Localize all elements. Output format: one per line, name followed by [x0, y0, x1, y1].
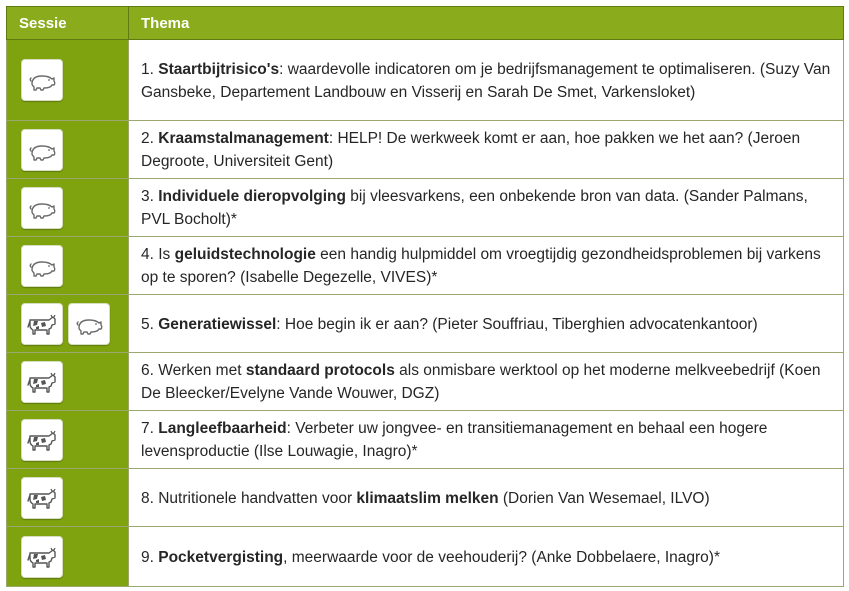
topic-keyword: geluidstechnologie	[174, 246, 316, 263]
table-row	[7, 411, 844, 469]
topic-number: 2.	[141, 130, 154, 147]
pig-icon	[21, 245, 63, 287]
topic-cell	[129, 527, 844, 587]
session-icons-cell	[7, 237, 129, 295]
cow-icon	[21, 536, 63, 578]
pig-icon	[68, 303, 110, 345]
cow-icon	[21, 419, 63, 461]
pig-icon	[21, 129, 63, 171]
topic-keyword: Kraamstalmanagement	[158, 130, 329, 147]
topic-number: 7.	[141, 420, 154, 437]
cow-icon	[21, 477, 63, 519]
topic-keyword: klimaatslim melken	[356, 489, 499, 507]
topic-cell	[129, 40, 844, 121]
table-row	[7, 121, 844, 179]
session-icons-cell	[7, 353, 129, 411]
topic-number: 8. Nutritionele handvatten voor	[141, 489, 353, 507]
table-row	[7, 179, 844, 237]
table-row	[7, 237, 844, 295]
topic-number: 6. Werken met	[141, 362, 242, 379]
topic-number: 4. Is	[141, 246, 171, 263]
table-row	[7, 353, 844, 411]
topic-cell	[129, 295, 844, 353]
session-icons-cell	[7, 179, 129, 237]
topic-keyword: Staartbijtrisico's	[158, 60, 280, 78]
header-thema: Thema	[129, 7, 844, 40]
session-icons-cell	[7, 121, 129, 179]
topic-cell	[129, 469, 844, 527]
topic-cell	[129, 179, 844, 237]
cow-icon	[21, 361, 63, 403]
session-icons-cell	[7, 411, 129, 469]
topic-keyword: standaard protocols	[245, 362, 395, 379]
session-table-wrapper	[6, 6, 843, 587]
table-row	[7, 469, 844, 527]
topic-number: 1.	[141, 60, 154, 78]
pig-icon	[21, 59, 63, 101]
session-table	[6, 6, 844, 587]
topic-description: een handig hulpmiddel om vroegtijdig gezondheidsproblemen bij varkens op te sporen? (Isabelle Degezelle, VIVES)*	[141, 246, 821, 286]
topic-description: : Hoe begin ik er aan? (Pieter Souffriau, Tiberghien advocatenkantoor)	[276, 315, 758, 333]
topic-cell	[129, 237, 844, 295]
topic-description: bij vleesvarkens, een onbekende bron van data. (Sander Palmans, PVL Bocholt)*	[141, 188, 808, 228]
topic-description: : waardevolle indicatoren om je bedrijfsmanagement te optimaliseren. (Suzy Van Gansbeke, Departement Landbouw en Visserij en Sarah De Smet, Varkensloket)	[141, 60, 831, 101]
header-sessie: Sessie	[7, 7, 129, 40]
session-icons-cell	[7, 295, 129, 353]
topic-cell	[129, 121, 844, 179]
topic-keyword: Langleefbaarheid	[158, 420, 287, 437]
topic-cell	[129, 411, 844, 469]
topic-number: 5.	[141, 315, 154, 333]
session-icons-cell	[7, 527, 129, 587]
topic-description: , meerwaarde voor de veehouderij? (Anke Dobbelaere, Inagro)*	[283, 548, 720, 566]
topic-keyword: Generatiewissel	[158, 315, 277, 333]
table-row	[7, 40, 844, 121]
topic-description: als onmisbare werktool op het moderne melkveebedrijf (Koen De Bleecker/Evelyne Vande Wouwer, DGZ)	[141, 362, 821, 402]
topic-keyword: Individuele dieropvolging	[158, 188, 346, 205]
table-row	[7, 527, 844, 587]
topic-description: : Verbeter uw jongvee- en transitiemanagement en behaal een hogere levensproductie (Ilse Louwagie, Inagro)*	[141, 420, 768, 460]
topic-keyword: Pocketvergisting	[158, 548, 284, 566]
pig-icon	[21, 187, 63, 229]
table-body	[7, 40, 844, 587]
cow-icon	[21, 303, 63, 345]
topic-cell	[129, 353, 844, 411]
topic-number: 3.	[141, 188, 154, 205]
session-icons-cell	[7, 469, 129, 527]
table-header-row	[7, 7, 844, 40]
topic-number: 9.	[141, 548, 154, 566]
topic-description: : HELP! De werkweek komt er aan, hoe pakken we het aan? (Jeroen Degroote, Universiteit Gent)	[141, 130, 801, 170]
session-icons-cell	[7, 40, 129, 121]
table-row	[7, 295, 844, 353]
topic-description: (Dorien Van Wesemael, ILVO)	[498, 489, 710, 507]
